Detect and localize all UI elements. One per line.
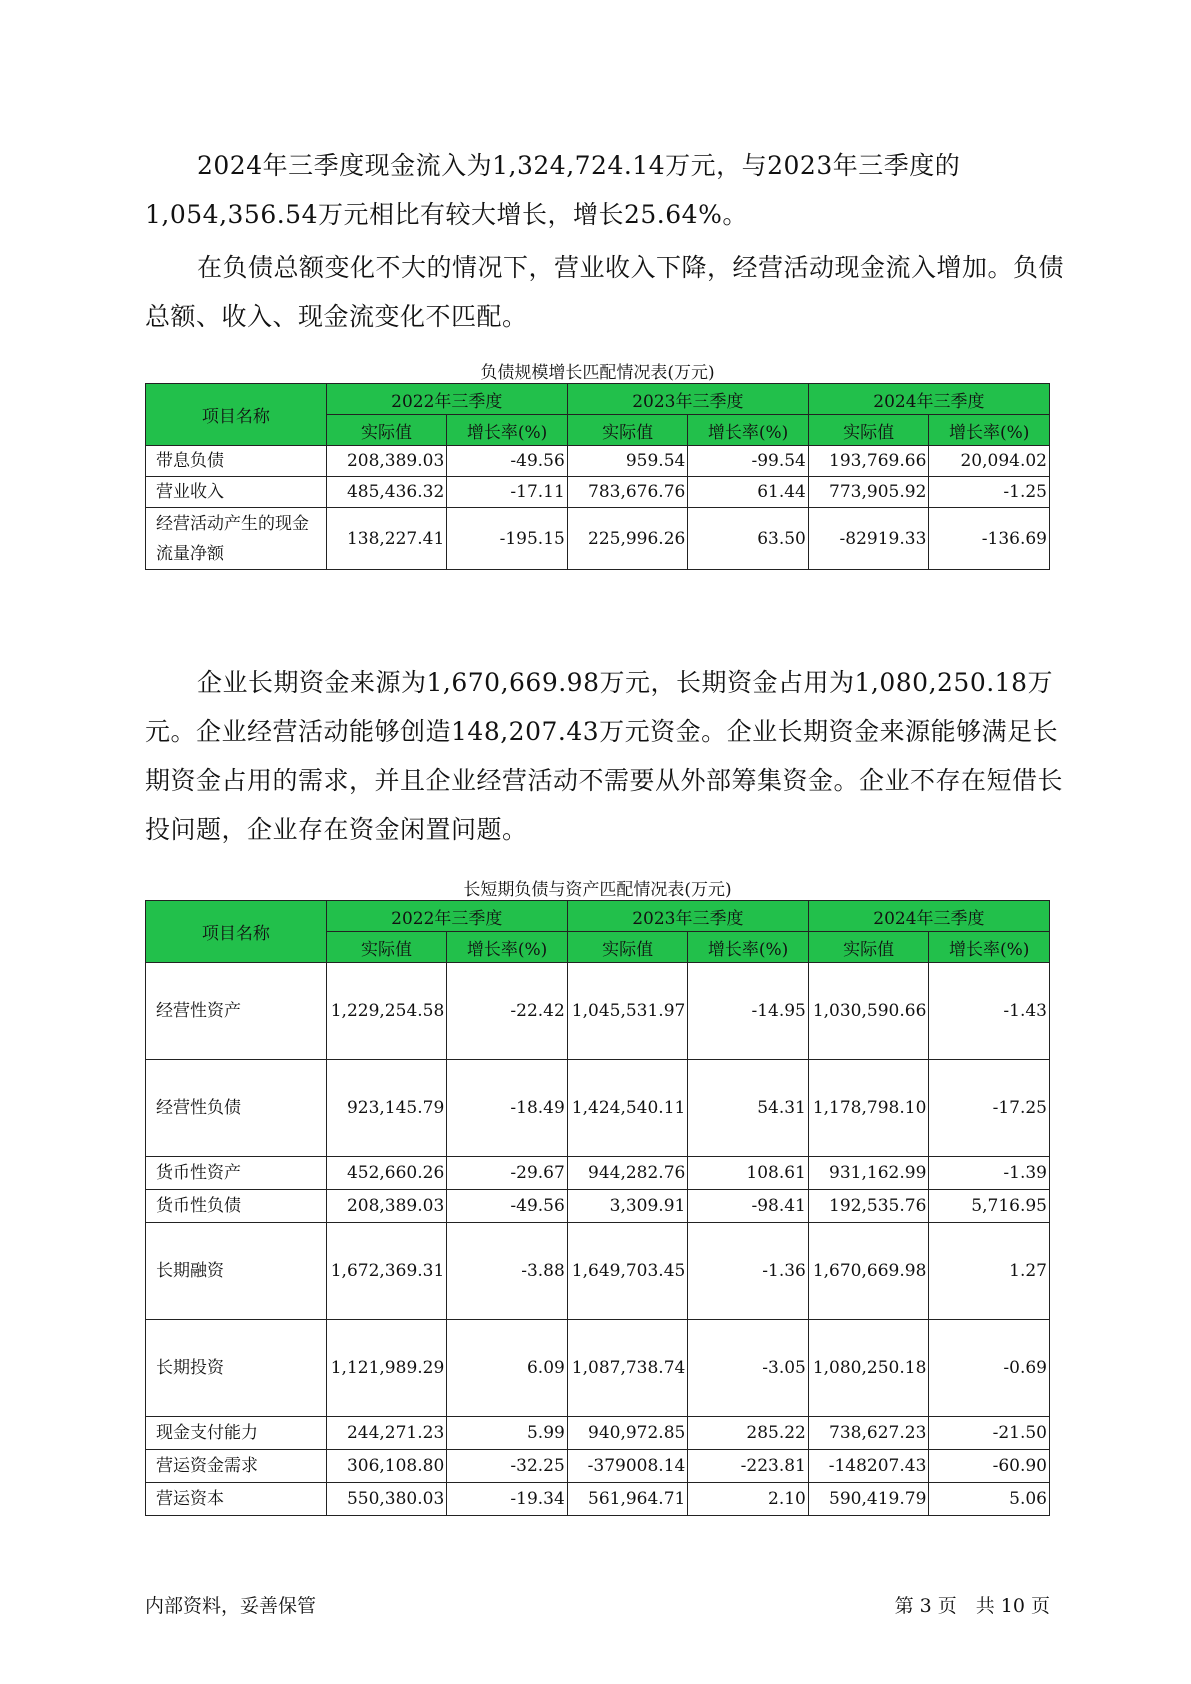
cell-value: 1,670,669.98 [808,1223,929,1320]
cell-value: 1,080,250.18 [808,1320,929,1417]
row-label: 现金支付能力 [146,1417,327,1450]
cell-value: -3.05 [688,1320,809,1417]
cell-value: -99.54 [688,446,809,477]
table-row [146,446,1050,477]
period-header: 2022年三季度 [326,384,567,415]
cell-value: 561,964.71 [567,1483,688,1516]
cell-value: 1,649,703.45 [567,1223,688,1320]
cell-value: -60.90 [929,1450,1050,1483]
cell-value: -148207.43 [808,1450,929,1483]
cell-value: -98.41 [688,1190,809,1223]
cell-value: -22.42 [447,963,568,1060]
actual-value-header: 实际值 [567,932,688,963]
table-row [146,1483,1050,1516]
period-header: 2023年三季度 [567,901,808,932]
row-label: 货币性负债 [146,1190,327,1223]
cell-value: 550,380.03 [326,1483,447,1516]
cell-value: 225,996.26 [567,508,688,570]
table1-caption: 负债规模增长匹配情况表(万元) [480,363,715,383]
table-row [146,1190,1050,1223]
cell-value: -1.39 [929,1157,1050,1190]
actual-value-header: 实际值 [808,932,929,963]
cell-value: -21.50 [929,1417,1050,1450]
period-header: 2023年三季度 [567,384,808,415]
cell-value: 108.61 [688,1157,809,1190]
cell-value: 285.22 [688,1417,809,1450]
cell-value: -49.56 [447,1190,568,1223]
cell-value: -195.15 [447,508,568,570]
cell-value: -3.88 [447,1223,568,1320]
table-row [146,1320,1050,1417]
cell-value: 306,108.80 [326,1450,447,1483]
period-header: 2024年三季度 [808,384,1049,415]
table2-caption: 长短期负债与资产匹配情况表(万元) [463,880,732,900]
debt-growth-match-table [145,383,1050,570]
item-name-header: 项目名称 [146,901,327,963]
cell-value: -1.36 [688,1223,809,1320]
row-label: 经营活动产生的现金流量净额 [146,508,327,570]
cell-value: -18.49 [447,1060,568,1157]
cell-value: 5.06 [929,1483,1050,1516]
actual-value-header: 实际值 [808,415,929,446]
cell-value: 783,676.76 [567,477,688,508]
row-label: 长期投资 [146,1320,327,1417]
cell-value: 940,972.85 [567,1417,688,1450]
cell-value: 959.54 [567,446,688,477]
row-label: 带息负债 [146,446,327,477]
growth-rate-header: 增长率(%) [688,932,809,963]
period-header: 2022年三季度 [326,901,567,932]
cell-value: 5,716.95 [929,1190,1050,1223]
table-row [146,1223,1050,1320]
cell-value: 738,627.23 [808,1417,929,1450]
cell-value: 1,087,738.74 [567,1320,688,1417]
debt-asset-match-table [145,900,1050,1516]
cell-value: 6.09 [447,1320,568,1417]
table-row [146,1060,1050,1157]
actual-value-header: 实际值 [326,415,447,446]
cell-value: 1,030,590.66 [808,963,929,1060]
cell-value: -1.43 [929,963,1050,1060]
cell-value: -17.11 [447,477,568,508]
table-row [146,963,1050,1060]
table-row [146,1450,1050,1483]
cell-value: 452,660.26 [326,1157,447,1190]
growth-rate-header: 增长率(%) [929,932,1050,963]
cell-value: 1.27 [929,1223,1050,1320]
table-row [146,508,1050,570]
cell-value: 1,178,798.10 [808,1060,929,1157]
cell-value: 3,309.91 [567,1190,688,1223]
cell-value: -82919.33 [808,508,929,570]
row-label: 长期融资 [146,1223,327,1320]
cell-value: 1,121,989.29 [326,1320,447,1417]
table-row [146,1157,1050,1190]
paragraph-debt-mismatch: 在负债总额变化不大的情况下，营业收入下降，经营活动现金流入增加。负债总额、收入、现金流变化不匹配。 [145,253,1065,331]
cell-value: -1.25 [929,477,1050,508]
cell-value: 208,389.03 [326,446,447,477]
cell-value: -49.56 [447,446,568,477]
paragraph-long-term-funds: 企业长期资金来源为1,670,669.98万元，长期资金占用为1,080,250.18万元。企业经营活动能够创造148,207.43万元资金。企业长期资金来源能够满足长期资金占用的需求，并且企业经营活动不需要从外部筹集资金。企业不存在短借长投问题，企业存在资金闲置问题。 [145,668,1064,844]
cell-value: 63.50 [688,508,809,570]
item-name-header: 项目名称 [146,384,327,446]
cell-value: 138,227.41 [326,508,447,570]
cell-value: 773,905.92 [808,477,929,508]
cell-value: 590,419.79 [808,1483,929,1516]
table-row [146,1417,1050,1450]
cell-value: -32.25 [447,1450,568,1483]
cell-value: -17.25 [929,1060,1050,1157]
cell-value: -379008.14 [567,1450,688,1483]
growth-rate-header: 增长率(%) [929,415,1050,446]
cell-value: 192,535.76 [808,1190,929,1223]
growth-rate-header: 增长率(%) [447,932,568,963]
cell-value: 5.99 [447,1417,568,1450]
cell-value: 1,229,254.58 [326,963,447,1060]
cell-value: -0.69 [929,1320,1050,1417]
paragraph-cash-inflow: 2024年三季度现金流入为1,324,724.14万元，与2023年三季度的1,054,356.54万元相比有较大增长，增长25.64%。 [145,151,961,229]
cell-value: 1,045,531.97 [567,963,688,1060]
cell-value: 931,162.99 [808,1157,929,1190]
cell-value: -223.81 [688,1450,809,1483]
cell-value: 485,436.32 [326,477,447,508]
cell-value: 20,094.02 [929,446,1050,477]
row-label: 经营性资产 [146,963,327,1060]
cell-value: 1,672,369.31 [326,1223,447,1320]
row-label: 经营性负债 [146,1060,327,1157]
growth-rate-header: 增长率(%) [688,415,809,446]
cell-value: 923,145.79 [326,1060,447,1157]
cell-value: 61.44 [688,477,809,508]
row-label: 货币性资产 [146,1157,327,1190]
table-row [146,477,1050,508]
footer-confidential-note: 内部资料，妥善保管 [145,1595,317,1617]
cell-value: 944,282.76 [567,1157,688,1190]
row-label: 营运资金需求 [146,1450,327,1483]
cell-value: -14.95 [688,963,809,1060]
cell-value: 2.10 [688,1483,809,1516]
row-label: 营运资本 [146,1483,327,1516]
cell-value: -136.69 [929,508,1050,570]
cell-value: 244,271.23 [326,1417,447,1450]
growth-rate-header: 增长率(%) [447,415,568,446]
cell-value: 1,424,540.11 [567,1060,688,1157]
row-label: 营业收入 [146,477,327,508]
cell-value: 54.31 [688,1060,809,1157]
cell-value: -29.67 [447,1157,568,1190]
footer-page-number: 第 3 页 共 10 页 [894,1595,1050,1617]
cell-value: 208,389.03 [326,1190,447,1223]
actual-value-header: 实际值 [326,932,447,963]
period-header: 2024年三季度 [808,901,1049,932]
actual-value-header: 实际值 [567,415,688,446]
cell-value: -19.34 [447,1483,568,1516]
cell-value: 193,769.66 [808,446,929,477]
